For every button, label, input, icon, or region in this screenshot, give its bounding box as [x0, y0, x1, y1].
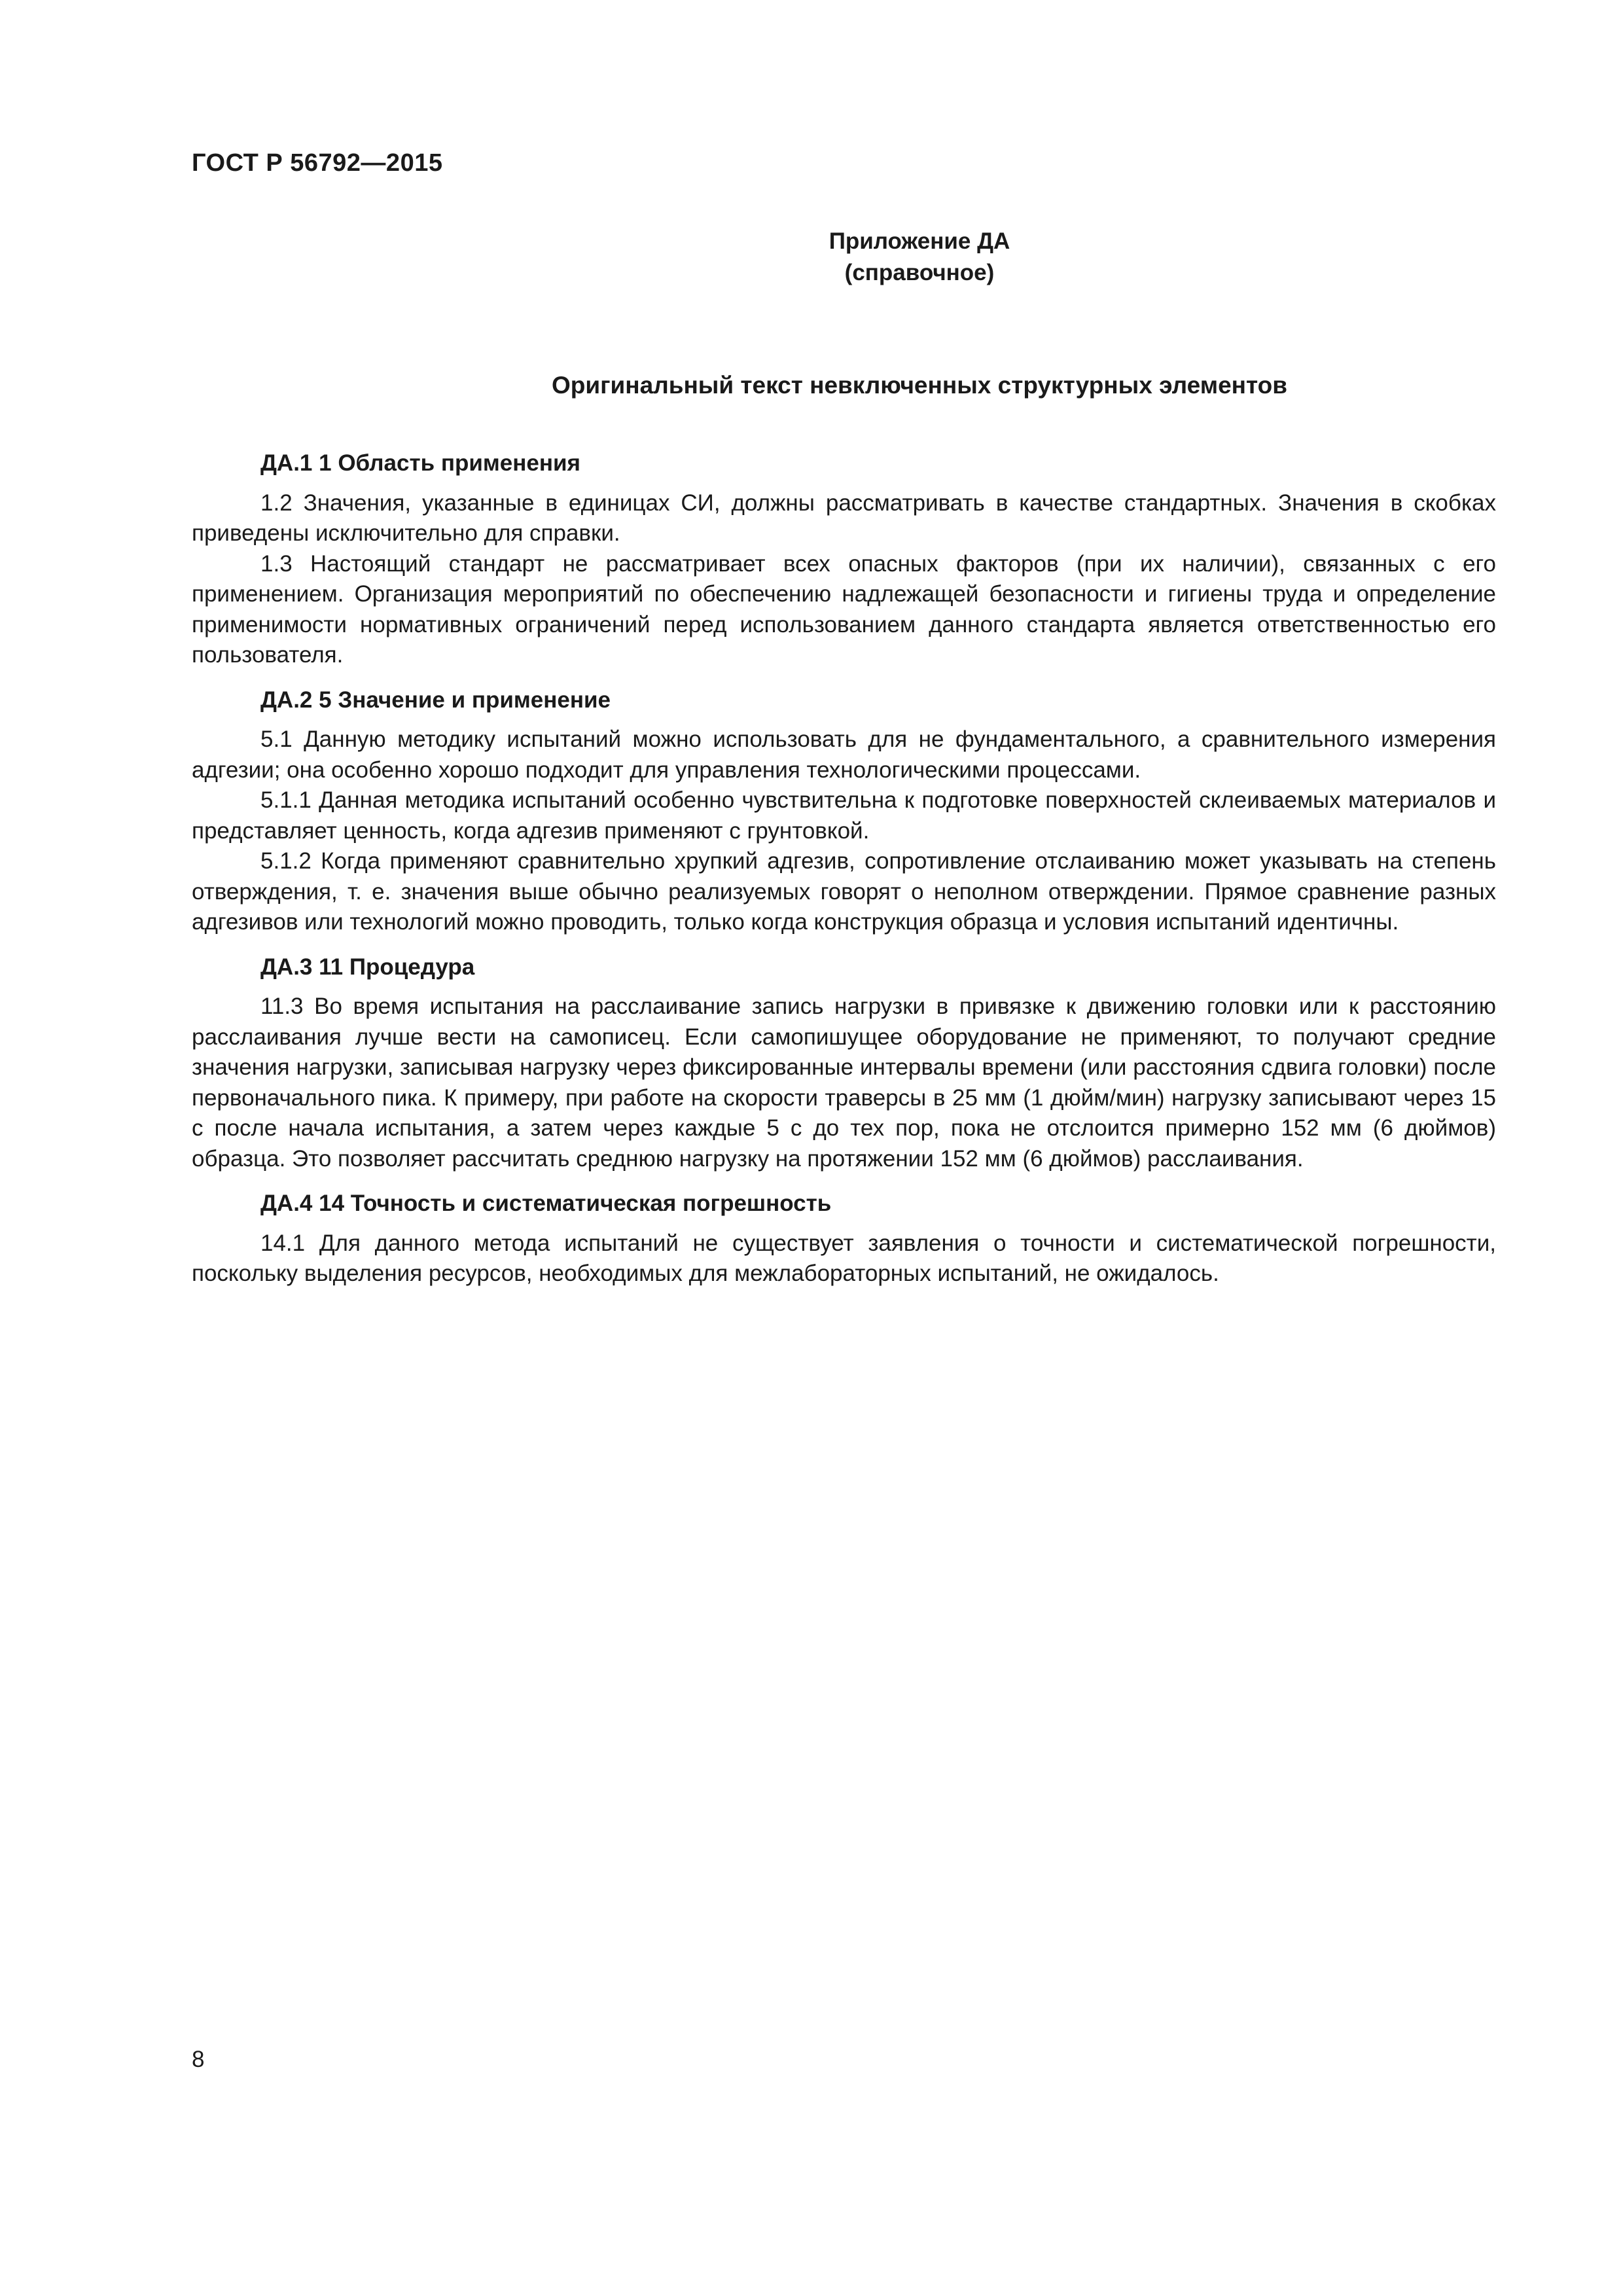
paragraph: 1.3 Настоящий стандарт не рассматривает всех опасных факторов (при их наличии), связанных с его применением. Организация мероприятий по обеспечению надлежащей безопасности и гигиены труда и определение применимости нормативных ограничений перед использованием данного стандарта является ответственностью его пользователя. [192, 550, 1496, 668]
section-heading: ДА.2 5 Значение и применение [260, 687, 611, 713]
appendix-label: Приложение ДА [829, 228, 1010, 254]
paragraph: 5.1.1 Данная методика испытаний особенно чувствительна к подготовке поверхностей склеиваемых материалов и представляет ценность, когда адгезив применяют с грунтовкой. [192, 787, 1496, 844]
section-procedure [192, 952, 1496, 1175]
document-body [192, 448, 1496, 1304]
document-code: ГОСТ Р 56792—2015 [192, 149, 443, 177]
section-scope [192, 448, 1496, 671]
appendix-heading [0, 226, 1623, 289]
section-heading: ДА.1 1 Область применения [260, 450, 580, 476]
section-precision [192, 1189, 1496, 1289]
section-heading: ДА.4 14 Точность и систематическая погрешность [260, 1191, 832, 1216]
section-significance [192, 685, 1496, 938]
section-heading: ДА.3 11 Процедура [260, 954, 475, 980]
page-number: 8 [192, 2047, 205, 2072]
page-title: Оригинальный текст невключенных структурных элементов [551, 372, 1288, 399]
paragraph: 14.1 Для данного метода испытаний не существует заявления о точности и систематической погрешности, поскольку выделения ресурсов, необходимых для межлабораторных испытаний, не ожидалось. [192, 1230, 1496, 1286]
paragraph: 5.1.2 Когда применяют сравнительно хрупкий адгезив, сопротивление отслаиванию может указывать на степень отверждения, т. е. значения выше обычно реализуемых говорят о неполном отверждении. Прямое сравнение разных адгезивов или технологий можно проводить, только когда конструкция образца и условия испытаний идентичны. [192, 848, 1496, 935]
paragraph: 1.2 Значения, указанные в единицах СИ, должны рассматривать в качестве стандартных. Значения в скобках приведены исключительно для справки. [192, 490, 1496, 546]
paragraph: 11.3 Во время испытания на расслаивание запись нагрузки в привязке к движению головки или к расстоянию расслаивания лучше вести на самописец. Если самопишущее оборудование не применяют, то получают средние значения нагрузки, записывая нагрузку через фиксированные интервалы времени (или расстояния сдвига головки) после первоначального пика. К примеру, при работе на скорости траверсы в 25 мм (1 дюйм/мин) нагрузку записывают через 15 с после начала испытания, а затем через каждые 5 с до тех пор, пока не отслоится примерно 152 мм (6 дюймов) образца. Это позволяет рассчитать среднюю нагрузку на протяжении 152 мм (6 дюймов) расслаивания. [192, 994, 1496, 1172]
appendix-kind: (справочное) [844, 260, 995, 285]
paragraph: 5.1 Данную методику испытаний можно использовать для не фундаментального, а сравнительного измерения адгезии; она особенно хорошо подходит для управления технологическими процессами. [192, 726, 1496, 783]
